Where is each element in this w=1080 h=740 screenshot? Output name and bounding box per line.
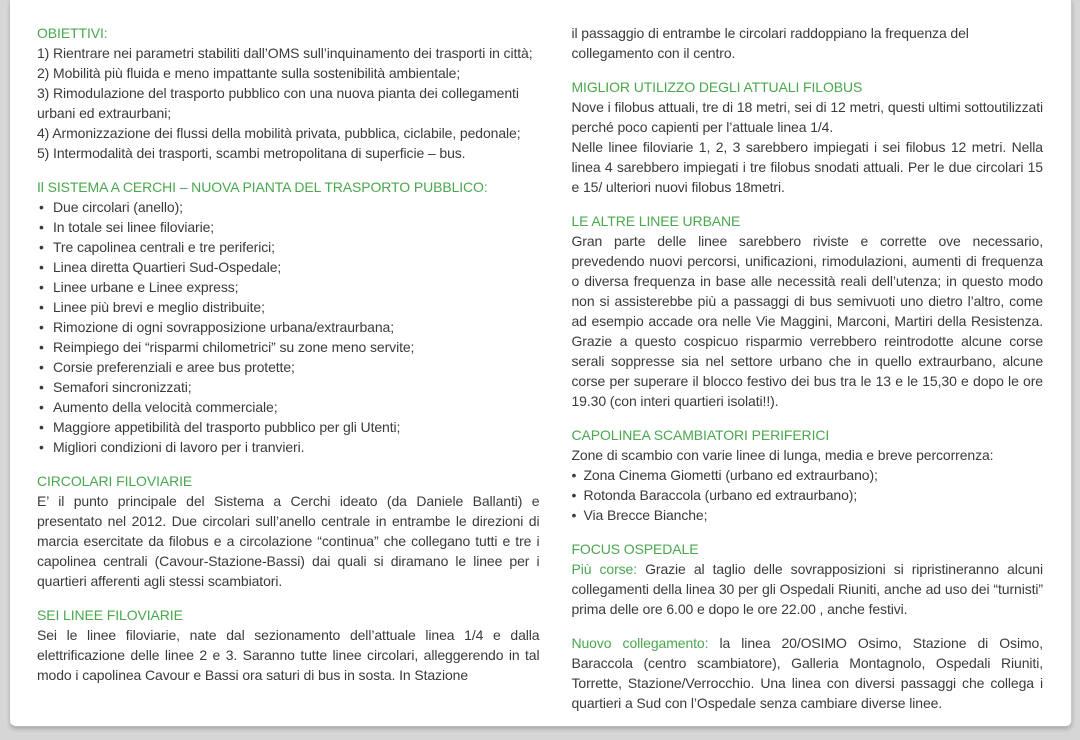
sistema-bullet-list xyxy=(37,197,539,457)
list-item: • Corsie preferenziali e aree bus protette; xyxy=(37,357,539,377)
paragraph-circolari: E’ il punto principale del Sistema a Cerchi ideato (da Daniele Ballanti) e presentato nel 2012. Due circolari sull’anello centrale in entrambe le direzioni di marcia esercitate da filobus e a circolazione “continua” che collegano tutti e tre i capolinea centrali (Cavour-Stazione-Bassi) dai quali si diramano le linee per i quartieri afferenti agli stessi scambiatori. xyxy=(37,493,540,589)
section-miglior-utilizzo xyxy=(571,77,1043,197)
section-heading-focus-ospedale: FOCUS OSPEDALE xyxy=(571,541,699,557)
paragraph-sei-linee: Sei le linee filoviarie, nate dal sezionamento dell’attuale linea 1/4 e dalla elettrificazione delle linee 2 e 3. Saranno tutte linee circolari, alleggerendo in tal modo i capolinea Cavour e Bassi ora saturi di bus in sosta. In Stazione xyxy=(37,627,540,683)
paragraph-altre-linee: Gran parte delle linee sarebbero riviste e corrette ove necessario, prevedendo nuovi percorsi, unificazioni, rimodulazioni, aumenti di frequenza o diversa frequenza in base alle necessità reali dell’utenza; in questo modo non si assisterebbe più a passaggi di bus semivuoti uno dietro l’altro, come ad esempio accade ora nelle Vie Maggini, Marconi, Martiri della Resistenza. Grazie a questo cospicuo risparmio verrebbero reintrodotte alcune corse serali soppresse sia nel settore urbano che in quello extraurbano, alcune corse per superare il blocco festivo dei bus tra le 13 e le 15,30 e dopo le ore 19.30 (con interi quartieri isolati!!). xyxy=(571,233,1043,409)
nuovo-collegamento-label: Nuovo collegamento: xyxy=(571,635,709,651)
list-item: • Due circolari (anello); xyxy=(37,197,539,217)
list-item: • Via Brecce Bianche; xyxy=(571,505,1043,525)
section-heading-sei-linee: SEI LINEE FILOVIARIE xyxy=(37,607,183,623)
list-item: • Linee più brevi e meglio distribuite; xyxy=(37,297,539,317)
list-item: • In totale sei linee filoviarie; xyxy=(37,217,539,237)
list-item: • Aumento della velocità commerciale; xyxy=(37,397,539,417)
list-item: • Rotonda Baraccola (urbano ed extraurbano); xyxy=(571,485,1043,505)
section-heading-sistema: Il SISTEMA A CERCHI – NUOVA PIANTA DEL TRASPORTO PUBBLICO: xyxy=(37,179,488,195)
right-column xyxy=(571,23,1043,726)
piu-corse-label: Più corse: xyxy=(571,561,638,577)
list-item: • Linea diretta Quartieri Sud-Ospedale; xyxy=(37,257,539,277)
section-obiettivi xyxy=(37,23,539,163)
objective-item: 5) Intermodalità dei trasporti, scambi metropolitana di superficie – bus. xyxy=(37,145,466,161)
paragraph-nuovo-collegamento xyxy=(571,633,1043,713)
section-heading-altre-linee: LE ALTRE LINEE URBANE xyxy=(571,213,741,229)
section-heading-obiettivi: OBIETTIVI: xyxy=(37,25,108,41)
list-item: • Rimozione di ogni sovrapposizione urbana/extraurbana; xyxy=(37,317,539,337)
list-item: • Migliori condizioni di lavoro per i tranvieri. xyxy=(37,437,539,457)
capolinea-bullet-list xyxy=(571,465,1043,525)
section-capolinea-scambiatori xyxy=(571,425,1043,525)
paragraph-capolinea-intro: Zone di scambio con varie linee di lunga, media e breve percorrenza: xyxy=(571,447,994,463)
objective-item: 4) Armonizzazione dei flussi della mobilità privata, pubblica, ciclabile, pedonale; xyxy=(37,125,521,141)
list-item: • Maggiore appetibilità del trasporto pubblico per gli Utenti; xyxy=(37,417,539,437)
objective-item: 3) Rimodulazione del trasporto pubblico con una nuova pianta dei collegamenti urbani ed extraurbani; xyxy=(37,85,519,121)
section-sistema-a-cerchi xyxy=(37,177,539,457)
left-column xyxy=(37,23,539,726)
objective-item: 1) Rientrare nei parametri stabiliti dall’OMS sull’inquinamento dei trasporti in città; xyxy=(37,45,533,61)
section-heading-circolari: CIRCOLARI FILOVIARIE xyxy=(37,473,193,489)
paragraph-piu-corse xyxy=(571,559,1043,619)
section-heading-miglior-utilizzo: MIGLIOR UTILIZZO DEGLI ATTUALI FILOBUS xyxy=(571,79,863,95)
paragraph-continuation: il passaggio di entrambe le circolari raddoppiano la frequenza del collegamento con il centro. xyxy=(571,25,969,61)
paragraph-miglior-2: Nelle linee filoviarie 1, 2, 3 sarebbero impiegati i sei filobus 12 metri. Nella linea 4 sarebbero impiegati i tre filobus snodati attuali. Per le due circolari 15 e 15/ ulteriori nuovi filobus 18metri. xyxy=(571,139,1043,195)
section-sei-linee xyxy=(37,605,539,685)
list-item: • Zona Cinema Giometti (urbano ed extraurbano); xyxy=(571,465,1043,485)
list-item: • Reimpiego dei “risparmi chilometrici” su zone meno servite; xyxy=(37,337,539,357)
section-heading-capolinea: CAPOLINEA SCAMBIATORI PERIFERICI xyxy=(571,427,830,443)
nuovo-collegamento-text: la linea 20/OSIMO Osimo, Stazione di Osimo, Baraccola (centro scambiatore), Galleria Montagnolo, Ospedali Riuniti, Torrette, Stazione/Verrocchio. Una linea con diversi passaggi che collega i quartieri a Sud con l’Ospedale senza cambiare diverse linee. xyxy=(571,635,1044,711)
document-page xyxy=(10,0,1072,727)
section-focus-ospedale xyxy=(571,539,1043,713)
list-item: • Tre capolinea centrali e tre periferici; xyxy=(37,237,539,257)
paragraph-miglior-1: Nove i filobus attuali, tre di 18 metri, sei di 12 metri, questi ultimi sottoutilizzati perché poco capienti per l’attuale linea 1/4. xyxy=(571,99,1043,135)
section-altre-linee xyxy=(571,211,1043,411)
objective-item: 2) Mobilità più fluida e meno impattante sulla sostenibilità ambientale; xyxy=(37,65,461,81)
piu-corse-text: Grazie al taglio delle sovrapposizioni si ripristineranno alcuni collegamenti della linea 30 per gli Ospedali Riuniti, anche ad uso dei “turnisti” prima delle ore 6.00 e dopo le ore 22.00 , anche festivi. xyxy=(571,561,1044,617)
list-item: • Linee urbane e Linee express; xyxy=(37,277,539,297)
section-circolari-filoviarie xyxy=(37,471,539,591)
list-item: • Semafori sincronizzati; xyxy=(37,377,539,397)
